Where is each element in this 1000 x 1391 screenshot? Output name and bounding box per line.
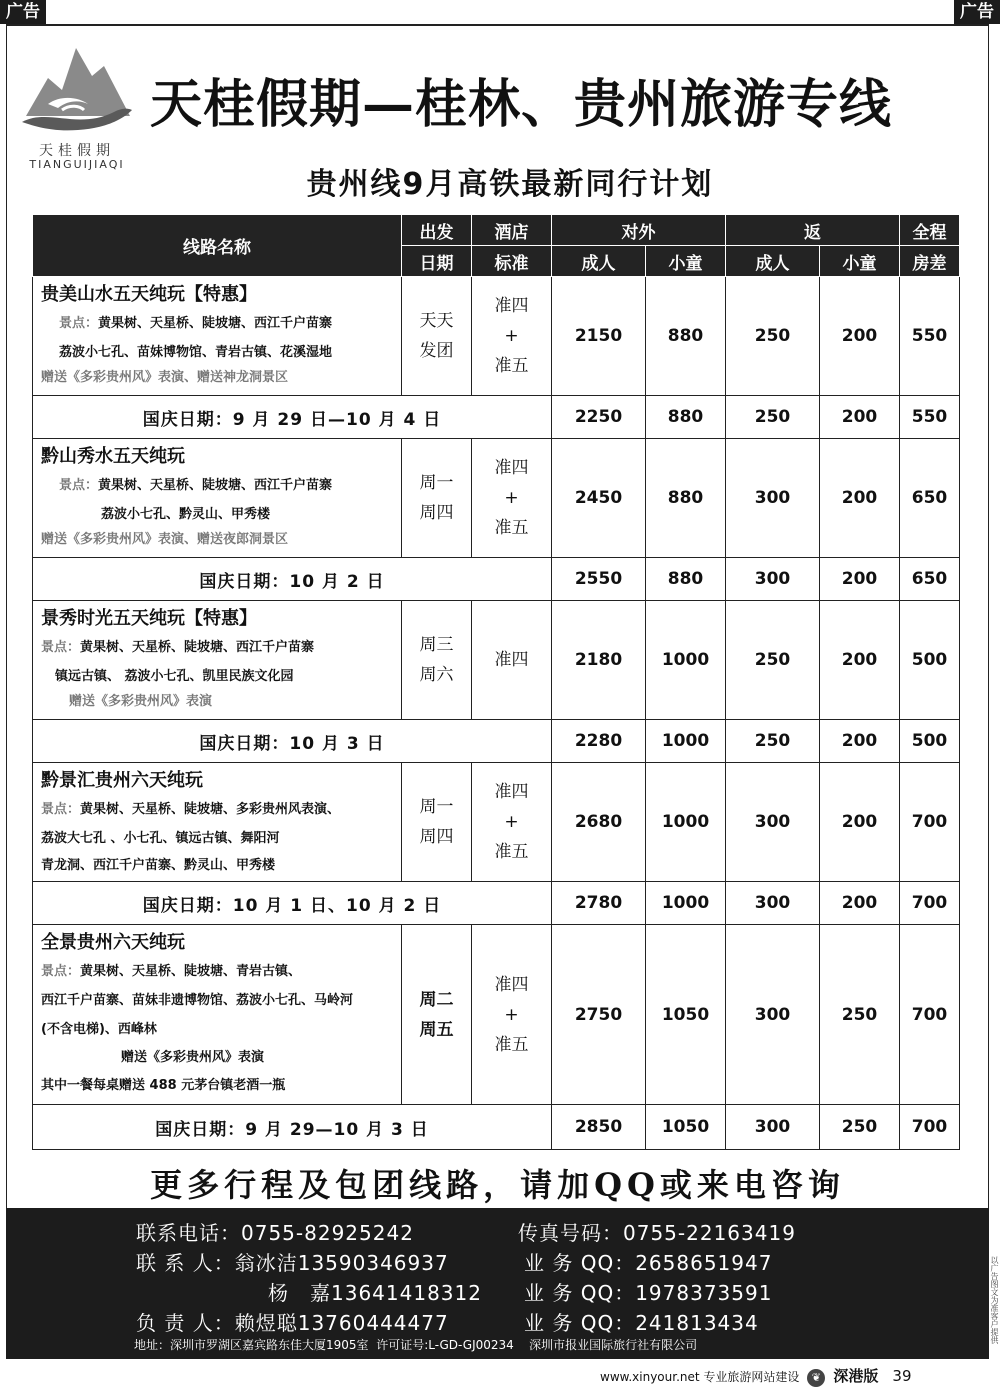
route-spots: 景点：黄果树、天星桥、陡坡塘、青岩古镇、 (41, 964, 302, 979)
header-adult-out: 成人 (552, 246, 646, 277)
price-child-ret: 200 (820, 763, 900, 882)
nd-price-child-ret: 200 (820, 558, 900, 601)
table-row-national-day (33, 1105, 960, 1150)
header-single-2: 房差 (900, 246, 960, 277)
national-day-dates: 国庆日期：10 月 1 日、10 月 2 日 (33, 882, 552, 925)
nd-price-child-out: 1000 (646, 720, 726, 763)
hotel-standard: 准四 + 准五 (472, 439, 552, 558)
ad-label-right: 广告 (954, 0, 1000, 24)
depart-days: 天天 发团 (402, 277, 472, 396)
table-row-national-day (33, 882, 960, 925)
price-adult-ret: 250 (726, 601, 820, 720)
nd-price-child-out: 1000 (646, 882, 726, 925)
hotel-standard: 准四 + 准五 (472, 925, 552, 1105)
fax-line: 传真号码：0755-22163419 (518, 1221, 796, 1245)
price-adult-ret: 300 (726, 439, 820, 558)
nd-price-adult-ret: 250 (726, 396, 820, 439)
national-day-dates: 国庆日期：10 月 3 日 (33, 720, 552, 763)
side-note: 以广告图文为准客户提供 (990, 1256, 999, 1344)
table-row (33, 763, 960, 882)
manager-line: 负 责 人：赖煜聪13760444477 (136, 1311, 449, 1335)
table-row (33, 439, 960, 558)
nd-price-single: 700 (900, 1105, 960, 1150)
table-row (33, 925, 960, 1105)
table-row-national-day (33, 558, 960, 601)
header-child-ret: 小童 (820, 246, 900, 277)
national-day-dates: 国庆日期：9 月 29—10 月 3 日 (33, 1105, 552, 1150)
page-subtitle: 贵州线9月高铁最新同行计划 (306, 167, 714, 202)
table-row-national-day (33, 396, 960, 439)
price-single: 700 (900, 925, 960, 1105)
route-info (33, 925, 402, 1105)
route-spots: 镇远古镇、 荔波小七孔、凯里民族文化园 (55, 669, 294, 684)
route-info (33, 763, 402, 882)
national-day-dates: 国庆日期：9 月 29 日—10 月 4 日 (33, 396, 552, 439)
route-spots: 荔波大七孔 、小七孔、镇远古镇、舞阳河 (41, 831, 280, 846)
call-to-action: 更多行程及包团线路，请加QQ或来电咨询 (150, 1166, 845, 1204)
leaf-icon: ❦ (807, 1369, 825, 1387)
nd-price-adult-ret: 300 (726, 1105, 820, 1150)
page-title: 天桂假期—桂林、贵州旅游专线 (150, 74, 893, 135)
nd-price-child-ret: 200 (820, 396, 900, 439)
nd-price-child-out: 880 (646, 558, 726, 601)
price-adult-ret: 300 (726, 763, 820, 882)
price-adult-ret: 250 (726, 277, 820, 396)
qq-line-3: 业 务 QQ：241813434 (524, 1311, 759, 1335)
route-gift: 赠送《多彩贵州风》表演 (121, 1050, 265, 1065)
nd-price-child-ret: 200 (820, 720, 900, 763)
footer-site: www.xinyour.net 专业旅游网站建设 (600, 1370, 800, 1384)
ad-label-left: 广告 (0, 0, 46, 24)
nd-price-adult-ret: 300 (726, 558, 820, 601)
nd-price-adult-ret: 300 (726, 882, 820, 925)
page-footer (600, 1362, 1000, 1391)
route-spots: 荔波小七孔、黔灵山、甲秀楼 (101, 507, 271, 522)
phone-line: 联系电话：0755-82925242 (136, 1221, 414, 1245)
hotel-standard: 准四 (472, 601, 552, 720)
contact-panel (6, 1208, 989, 1359)
route-gift: 赠送《多彩贵州风》表演 (69, 694, 213, 709)
header-depart-1: 出发 (402, 215, 472, 246)
header-single-1: 全程 (900, 215, 960, 246)
address-line: 地址：深圳市罗湖区嘉宾路东佳大厦1905室 许可证号:L-GD-GJ00234 深圳市报业国际旅行社有限公司 (134, 1338, 698, 1352)
logo-chinese: 天桂假期 (39, 143, 115, 159)
route-info (33, 277, 402, 396)
contact-person-line-2: 杨 嘉13641418312 (268, 1281, 482, 1305)
header-adult-ret: 成人 (726, 246, 820, 277)
route-spots: 景点：黄果树、天星桥、陡坡塘、西江千户苗寨 (41, 640, 315, 655)
price-child-out: 1000 (646, 763, 726, 882)
route-spots: 青龙洞、西江千户苗寨、黔灵山、甲秀楼 (41, 858, 276, 873)
price-child-ret: 200 (820, 601, 900, 720)
nd-price-single: 550 (900, 396, 960, 439)
route-info (33, 601, 402, 720)
nd-price-adult-out: 2850 (552, 1105, 646, 1150)
price-table (32, 214, 960, 1150)
header-outbound: 对外 (552, 215, 726, 246)
qq-line-1: 业 务 QQ：2658651947 (524, 1251, 773, 1275)
national-day-dates: 国庆日期：10 月 2 日 (33, 558, 552, 601)
price-child-ret: 250 (820, 925, 900, 1105)
route-spots: 景点：黄果树、天星桥、陡坡塘、西江千户苗寨 (59, 316, 333, 331)
price-single: 700 (900, 763, 960, 882)
table-row (33, 277, 960, 396)
nd-price-adult-ret: 250 (726, 720, 820, 763)
depart-days: 周一 周四 (402, 763, 472, 882)
hotel-standard: 准四 + 准五 (472, 277, 552, 396)
header-child-out: 小童 (646, 246, 726, 277)
company-logo (18, 38, 136, 174)
mountain-logo-icon (18, 38, 136, 138)
route-spots: 西江千户苗寨、苗妹非遗博物馆、荔波小七孔、马岭河 (41, 993, 354, 1008)
price-child-out: 880 (646, 277, 726, 396)
price-child-out: 1050 (646, 925, 726, 1105)
price-adult-out: 2750 (552, 925, 646, 1105)
route-name: 黔山秀水五天纯玩 (41, 446, 185, 467)
price-single: 650 (900, 439, 960, 558)
footer-brand: 深港版 (833, 1367, 879, 1385)
depart-days: 周二 周五 (402, 925, 472, 1105)
header-hotel-1: 酒店 (472, 215, 552, 246)
route-bonus: 其中一餐每桌赠送 488 元茅台镇老酒一瓶 (41, 1078, 286, 1093)
nd-price-single: 500 (900, 720, 960, 763)
price-child-out: 880 (646, 439, 726, 558)
route-info (33, 439, 402, 558)
nd-price-single: 650 (900, 558, 960, 601)
nd-price-child-ret: 200 (820, 882, 900, 925)
route-name: 全景贵州六天纯玩 (41, 932, 185, 953)
header-return: 返 (726, 215, 900, 246)
route-gift: 赠送《多彩贵州风》表演、赠送夜郎洞景区 (41, 532, 289, 547)
price-adult-out: 2450 (552, 439, 646, 558)
route-spots: 荔波小七孔、苗妹博物馆、青岩古镇、花溪湿地 (59, 345, 333, 360)
contact-person-line: 联 系 人：翁冰洁13590346937 (136, 1251, 449, 1275)
route-gift: 赠送《多彩贵州风》表演、赠送神龙洞景区 (41, 370, 289, 385)
price-child-ret: 200 (820, 439, 900, 558)
table-row-national-day (33, 720, 960, 763)
nd-price-child-out: 880 (646, 396, 726, 439)
route-spots: 景点：黄果树、天星桥、陡坡塘、西江千户苗寨 (59, 478, 333, 493)
nd-price-child-ret: 250 (820, 1105, 900, 1150)
nd-price-adult-out: 2550 (552, 558, 646, 601)
price-child-out: 1000 (646, 601, 726, 720)
route-name: 黔景汇贵州六天纯玩 (41, 770, 203, 791)
hotel-standard: 准四 + 准五 (472, 763, 552, 882)
nd-price-single: 700 (900, 882, 960, 925)
page-number: 39 (892, 1367, 912, 1385)
price-adult-out: 2680 (552, 763, 646, 882)
route-spots: (不含电梯)、西峰林 (41, 1022, 157, 1037)
price-adult-ret: 300 (726, 925, 820, 1105)
nd-price-adult-out: 2280 (552, 720, 646, 763)
price-child-ret: 200 (820, 277, 900, 396)
table-row (33, 601, 960, 720)
header-route: 线路名称 (33, 215, 402, 277)
header-hotel-2: 标准 (472, 246, 552, 277)
logo-pinyin: TIANGUIJIAQI (29, 158, 125, 171)
price-adult-out: 2150 (552, 277, 646, 396)
header-depart-2: 日期 (402, 246, 472, 277)
route-name: 贵美山水五天纯玩【特惠】 (41, 284, 257, 305)
qq-line-2: 业 务 QQ：1978373591 (524, 1281, 773, 1305)
price-adult-out: 2180 (552, 601, 646, 720)
nd-price-adult-out: 2780 (552, 882, 646, 925)
depart-days: 周一 周四 (402, 439, 472, 558)
price-single: 500 (900, 601, 960, 720)
route-spots: 景点：黄果树、天星桥、陡坡塘、多彩贵州风表演、 (41, 802, 341, 817)
price-single: 550 (900, 277, 960, 396)
nd-price-adult-out: 2250 (552, 396, 646, 439)
depart-days: 周三 周六 (402, 601, 472, 720)
route-name: 景秀时光五天纯玩【特惠】 (41, 608, 257, 629)
nd-price-child-out: 1050 (646, 1105, 726, 1150)
